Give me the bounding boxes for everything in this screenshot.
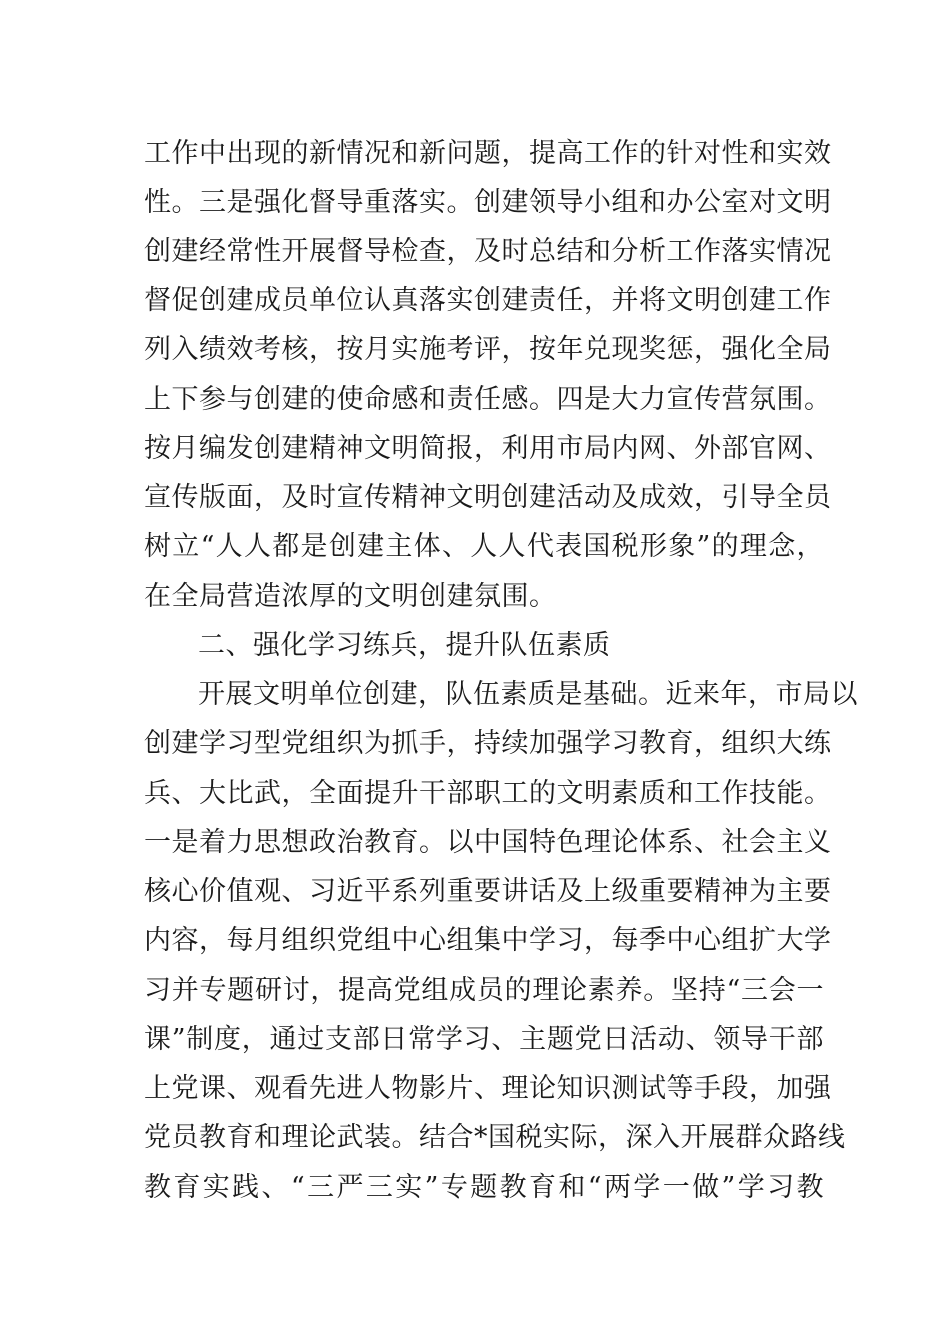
text-line: 树立“人人都是创建主体、人人代表国税形象”的理念， — [144, 531, 824, 562]
paragraph-first-line: 开展文明单位创建，队伍素质是基础。近来年，市局以 — [198, 679, 858, 710]
text-line: 列入绩效考核，按月实施考评，按年兑现奖惩，强化全局 — [144, 334, 832, 365]
text-line: 督促创建成员单位认真落实创建责任，并将文明创建工作 — [144, 285, 832, 316]
text-line: 工作中出现的新情况和新问题，提高工作的针对性和实效 — [144, 138, 832, 169]
text-line: 创建学习型党组织为抓手，持续加强学习教育，组织大练 — [144, 728, 832, 759]
text-line: 宣传版面，及时宣传精神文明创建活动及成效，引导全员 — [144, 482, 832, 513]
text-line: 性。三是强化督导重落实。创建领导小组和办公室对文明 — [144, 187, 832, 218]
text-line: 上党课、观看先进人物影片、理论知识测试等手段，加强 — [144, 1073, 832, 1104]
text-line: 党员教育和理论武装。结合*国税实际，深入开展群众路线 — [144, 1122, 846, 1153]
text-line: 在全局营造浓厚的文明创建氛围。 — [144, 581, 557, 612]
text-line: 一是着力思想政治教育。以中国特色理论体系、社会主义 — [144, 827, 832, 858]
text-line: 兵、大比武，全面提升干部职工的文明素质和工作技能。 — [144, 778, 832, 809]
text-line: 创建经常性开展督导检查，及时总结和分析工作落实情况 — [144, 236, 832, 267]
text-line: 核心价值观、习近平系列重要讲话及上级重要精神为主要 — [144, 876, 832, 907]
text-line: 教育实践、“三严三实”专题教育和“两学一做”学习教 — [144, 1172, 824, 1203]
text-line: 上下参与创建的使命感和责任感。四是大力宣传营氛围。 — [144, 384, 832, 415]
text-line: 按月编发创建精神文明简报，利用市局内网、外部官网、 — [144, 433, 832, 464]
text-line: 内容，每月组织党组中心组集中学习，每季中心组扩大学 — [144, 925, 832, 956]
section-heading: 二、强化学习练兵，提升队伍素质 — [198, 630, 611, 661]
text-line: 习并专题研讨，提高党组成员的理论素养。坚持“三会一 — [144, 975, 824, 1006]
text-line: 课”制度，通过支部日常学习、主题党日活动、领导干部 — [144, 1024, 824, 1055]
